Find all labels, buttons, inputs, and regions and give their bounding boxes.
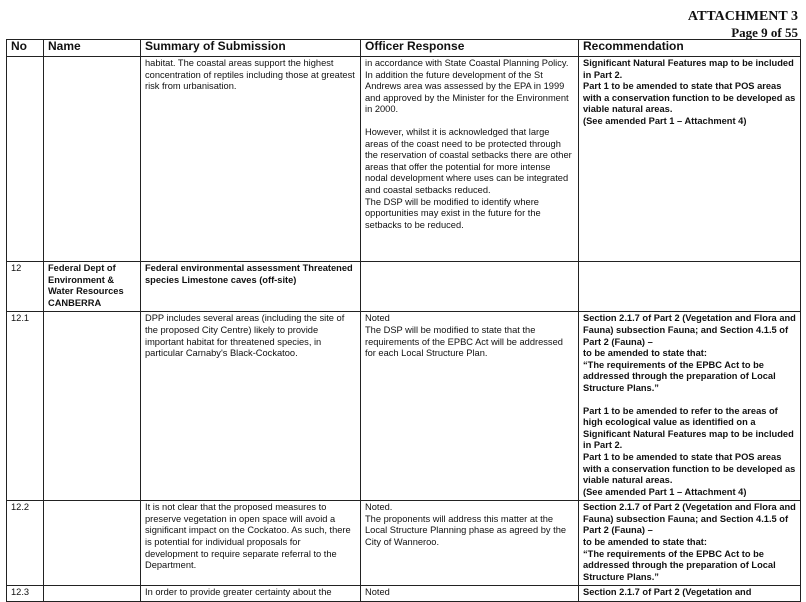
- recommendation-text: (See amended Part 1 – Attachment 4): [583, 486, 747, 497]
- table-row: [7, 312, 801, 501]
- column-header-officer-response: Officer Response: [361, 40, 579, 57]
- cell-name: [44, 501, 141, 586]
- submitter-name: Federal Dept of Environment & Water Resources CANBERRA: [48, 263, 124, 308]
- cell-response: [361, 312, 579, 501]
- cell-response: [361, 57, 579, 262]
- cell-no: 12: [7, 262, 44, 312]
- summary-text: Federal environmental assessment Threatened species Limestone caves (off-site): [145, 263, 353, 285]
- column-header-summary: Summary of Submission: [141, 40, 361, 57]
- summary-text: habitat. The coastal areas support the highest concentration of reptiles including those at greatest risk from urbanisation.: [145, 58, 355, 92]
- cell-name: [44, 262, 141, 312]
- recommendation-text: Section 2.1.7 of Part 2 (Vegetation and: [583, 587, 752, 598]
- cell-response: [361, 586, 579, 602]
- recommendation-text: Section 2.1.7 of Part 2 (Vegetation and Flora and Fauna) subsection Fauna; and Section 4.1.5 of Part 2 (Fauna) –: [583, 313, 796, 347]
- cell-response: [361, 501, 579, 586]
- response-text: However, whilst it is acknowledged that large areas of the coast need to be protected through the reservation of coastal setbacks there are other areas that offer the potential for more intense nodal development where uses can be integrated and coastal setbacks reduced.: [365, 126, 572, 195]
- recommendation-text: (See amended Part 1 – Attachment 4): [583, 115, 747, 126]
- recommendation-text: Section 2.1.7 of Part 2 (Vegetation and Flora and Fauna) subsection Fauna; and Section 4.1.5 of Part 2 (Fauna) –: [583, 502, 796, 536]
- summary-text: In order to provide greater certainty about the: [145, 587, 332, 598]
- submissions-table: [6, 39, 801, 602]
- cell-name: [44, 57, 141, 262]
- cell-recommendation: [579, 586, 801, 602]
- summary-text: It is not clear that the proposed measures to preserve vegetation in open space will avoid a significant impact on the Cockatoo. As such, there is potential for individual proposals for development to require separate referral to the Department.: [145, 502, 351, 571]
- table-row: [7, 586, 801, 602]
- recommendation-text: Part 1 to be amended to refer to the areas of high ecological value as identified on a Significant Natural Features map to be included in Part 2.: [583, 405, 794, 451]
- page-number: Page 9 of 55: [731, 25, 798, 40]
- cell-summary: [141, 57, 361, 262]
- attachment-label: ATTACHMENT 3: [687, 9, 798, 24]
- response-text: Noted: [365, 587, 390, 598]
- response-text: Noted: [365, 313, 390, 324]
- response-text: The DSP will be modified to state that the requirements of the EPBC Act will be addressed for each Local Structure Plan.: [365, 324, 563, 359]
- cell-no: 12.1: [7, 312, 44, 501]
- cell-name: [44, 586, 141, 602]
- cell-summary: [141, 312, 361, 501]
- cell-summary: [141, 501, 361, 586]
- table-row: [7, 501, 801, 586]
- recommendation-text: Significant Natural Features map to be included in Part 2.: [583, 58, 794, 80]
- summary-text: DPP includes several areas (including the site of the proposed City Centre) likely to provide important habitat for threatened species, in particular Carnaby's Black-Cockatoo.: [145, 313, 345, 359]
- response-text: The DSP will be modified to identify where opportunities may exist in the future for the setbacks to be reduced.: [365, 196, 541, 230]
- column-header-recommendation: Recommendation: [579, 40, 801, 57]
- table-row: [7, 57, 801, 262]
- recommendation-text: to be amended to state that:: [583, 348, 707, 359]
- table-row: [7, 262, 801, 312]
- table-header-row: [7, 40, 801, 57]
- cell-recommendation: [579, 57, 801, 262]
- response-text: in accordance with State Coastal Planning Policy. In addition the future development of the St Andrews area was assessed by the EPA in 1999 and approved by the Minister for the Environment in 2000.: [365, 58, 569, 115]
- cell-recommendation: [579, 262, 801, 312]
- recommendation-text: to be amended to state that:: [583, 537, 707, 548]
- response-text: The proponents will address this matter at the Local Structure Planning phase as agreed by the City of Wanneroo.: [365, 513, 567, 548]
- cell-no: [7, 57, 44, 262]
- cell-recommendation: [579, 312, 801, 501]
- cell-summary: [141, 586, 361, 602]
- cell-name: [44, 312, 141, 501]
- column-header-name: Name: [44, 40, 141, 57]
- cell-summary: [141, 262, 361, 312]
- cell-recommendation: [579, 501, 801, 586]
- cell-response: [361, 262, 579, 312]
- response-text: Noted.: [365, 502, 393, 513]
- recommendation-text: Part 1 to be amended to state that POS areas with a conservation function to be developed as viable natural areas.: [583, 451, 796, 486]
- cell-no: 12.2: [7, 501, 44, 586]
- recommendation-text: “The requirements of the EPBC Act to be addressed through the preparation of Local Structure Plans.”: [583, 359, 776, 393]
- column-header-no: No: [7, 40, 44, 57]
- recommendation-text: Part 1 to be amended to state that POS areas with a conservation function to be developed as viable natural areas.: [583, 81, 796, 115]
- recommendation-text: “The requirements of the EPBC Act to be addressed through the preparation of Local Structure Plans.”: [583, 548, 776, 582]
- cell-no: 12.3: [7, 586, 44, 602]
